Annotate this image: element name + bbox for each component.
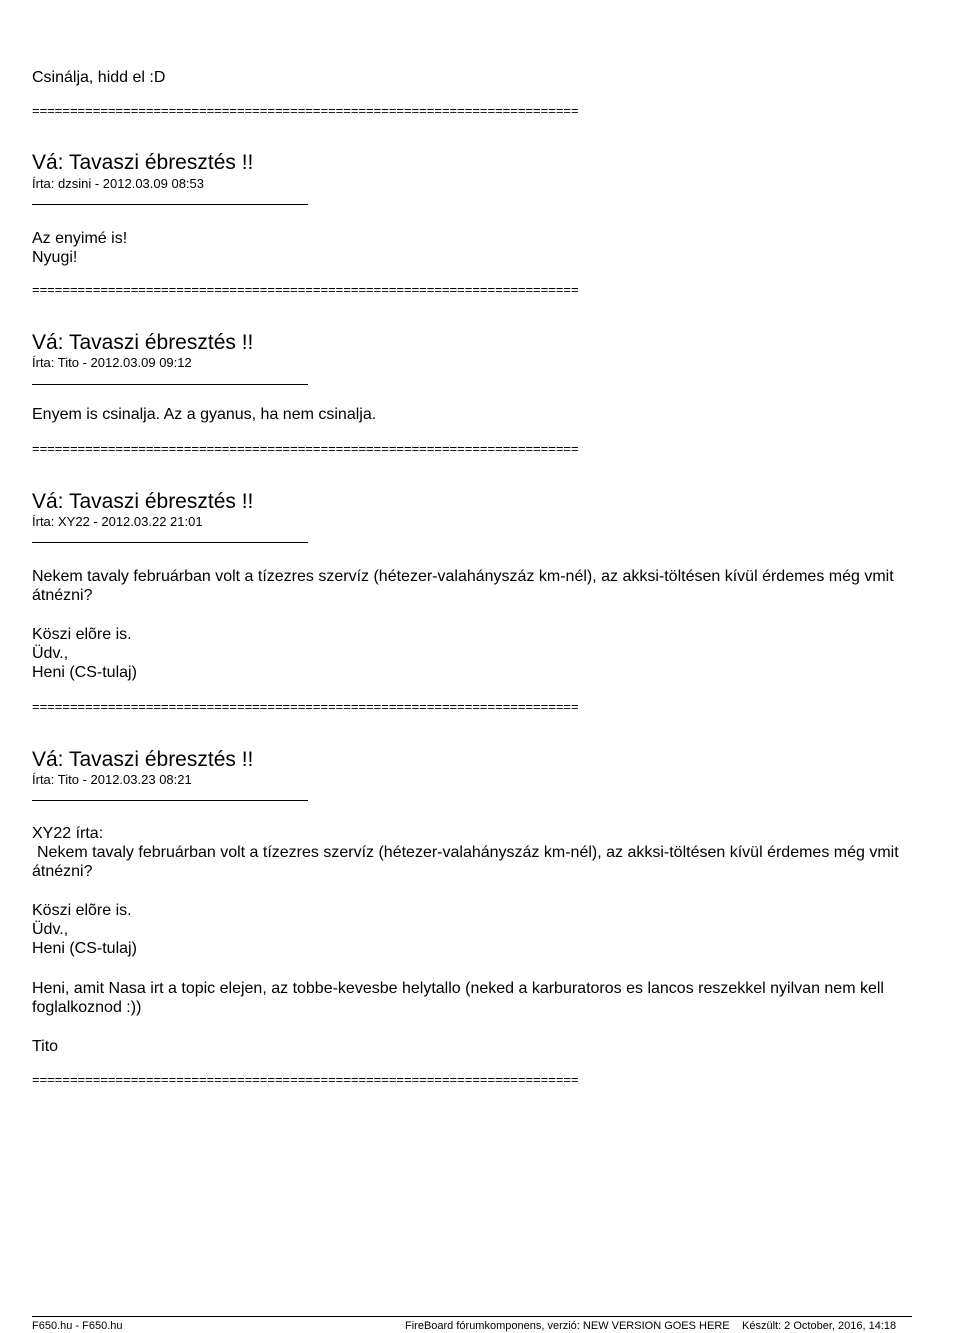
post-title: Vá: Tavaszi ébresztés !!	[32, 490, 254, 513]
footer-generated: Készült: 2 October, 2016, 14:18	[742, 1320, 897, 1332]
separator: ========================================================================	[32, 1072, 579, 1087]
quote-line: Köszi elõre is.	[32, 902, 132, 919]
post-title: Vá: Tavaszi ébresztés !!	[32, 331, 254, 354]
quote-signature: Heni (CS-tulaj)	[32, 940, 137, 957]
post-title: Vá: Tavaszi ébresztés !!	[32, 748, 254, 771]
intro-text: Csinálja, hidd el :D	[32, 69, 166, 86]
footer-divider	[32, 1316, 912, 1317]
post-line: Köszi elõre is.	[32, 626, 132, 643]
footer-site: F650.hu - F650.hu	[32, 1320, 123, 1332]
separator: ========================================================================	[32, 441, 579, 456]
post-divider	[32, 384, 308, 385]
post-signature: Heni (CS-tulaj)	[32, 664, 137, 681]
post-divider	[32, 800, 308, 801]
separator: ========================================================================	[32, 699, 579, 714]
post-meta: Írta: Tito - 2012.03.09 09:12	[32, 355, 192, 370]
separator: ========================================================================	[32, 103, 579, 118]
post-line: Üdv.,	[32, 645, 69, 662]
quote-line: Üdv.,	[32, 921, 69, 938]
separator: ========================================================================	[32, 282, 579, 297]
post-line: Enyem is csinalja. Az a gyanus, ha nem csinalja.	[32, 406, 377, 423]
footer	[0, 1318, 960, 1332]
post-divider	[32, 542, 308, 543]
post-meta: Írta: Tito - 2012.03.23 08:21	[32, 772, 192, 787]
post-divider	[32, 204, 308, 205]
post-line: Az enyimé is!	[32, 230, 128, 247]
post-meta: Írta: dzsini - 2012.03.09 08:53	[32, 176, 205, 191]
post-title: Vá: Tavaszi ébresztés !!	[32, 151, 254, 174]
post-meta: Írta: XY22 - 2012.03.22 21:01	[32, 514, 203, 529]
post-paragraph: Nekem tavaly februárban volt a tízezres szervíz (hétezer-valahányszáz km-nél), az akksi-töltésen kívül érdemes még vmit átnézni?	[32, 568, 894, 604]
footer-component: FireBoard fórumkomponens, verzió: NEW VERSION GOES HERE	[405, 1320, 730, 1332]
post-line: Nyugi!	[32, 249, 78, 266]
reply-signature: Tito	[32, 1038, 59, 1055]
reply-paragraph: Heni, amit Nasa irt a topic elejen, az tobbe-kevesbe helytallo (neked a karburatoros es lancos reszekkel nyilvan nem kell foglalkoznod :))	[32, 980, 884, 1016]
quote-header: XY22 írta:	[32, 825, 104, 842]
quote-paragraph: Nekem tavaly februárban volt a tízezres szervíz (hétezer-valahányszáz km-nél), az akksi-töltésen kívül érdemes még vmit átnézni?	[32, 844, 899, 880]
